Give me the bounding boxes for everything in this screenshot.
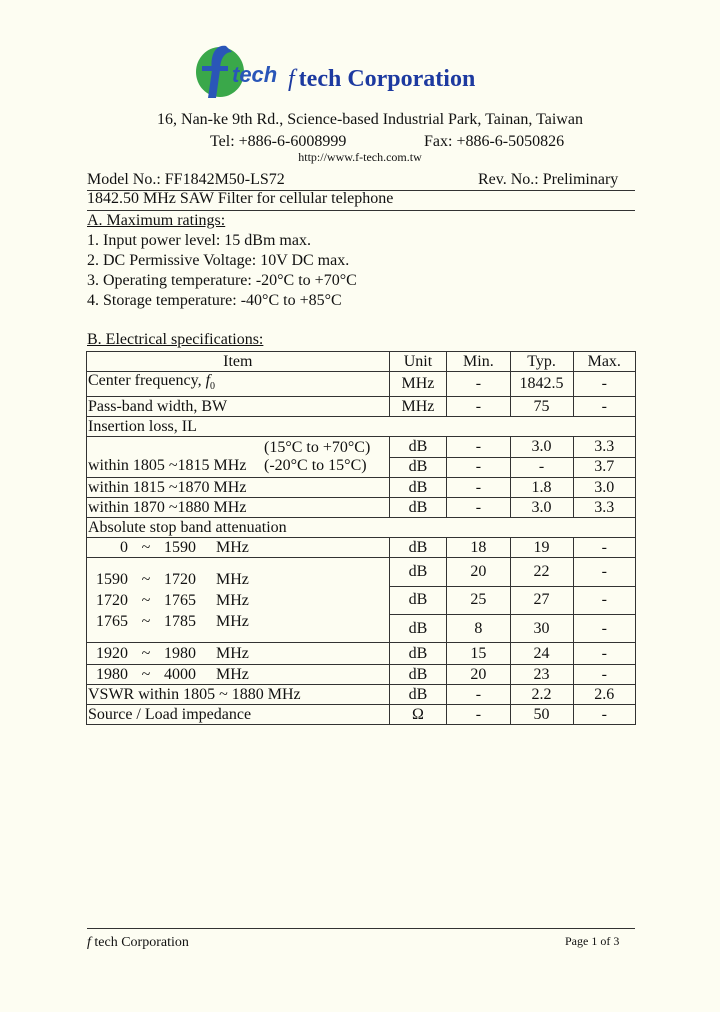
- cell-unit: dB: [389, 614, 447, 642]
- header-unit: Unit: [389, 352, 447, 372]
- center-frequency-label: Center frequency, $f_0$: [87, 372, 390, 397]
- cell-unit: dB: [389, 498, 447, 518]
- cell-max: -: [573, 397, 635, 417]
- page-number: Page 1 of 3: [565, 934, 620, 948]
- spec-table: [86, 351, 636, 725]
- table-row: [87, 643, 636, 665]
- table-row: [87, 705, 636, 725]
- insertion-loss-1805-label: [87, 437, 390, 478]
- cell-unit: MHz: [389, 397, 447, 417]
- cell-typ: 24: [510, 643, 573, 665]
- ins1-conditions: (15°C to +70°C) (-20°C to 15°C): [264, 439, 371, 475]
- cell-max: -: [573, 614, 635, 642]
- cell-min: -: [447, 457, 510, 478]
- cell-min: 20: [447, 558, 510, 586]
- table-row: [87, 665, 636, 685]
- company-f: f: [288, 66, 295, 92]
- stop-band-range: 0 ~ 1590 MHz: [87, 538, 390, 558]
- cell-max: -: [573, 705, 635, 725]
- cell-min: 15: [447, 643, 510, 665]
- cell-max: 3.7: [573, 457, 635, 478]
- cell-max: -: [573, 586, 635, 614]
- company-name: tech Corporation: [298, 66, 476, 92]
- header-item: Item: [87, 352, 390, 372]
- cell-unit: Ω: [389, 705, 447, 725]
- header-min: Min.: [447, 352, 510, 372]
- footer-company: f tech Corporation: [87, 935, 189, 950]
- cell-typ: 22: [510, 558, 573, 586]
- cell-unit: dB: [389, 685, 447, 705]
- cell-max: 3.3: [573, 437, 635, 458]
- insertion-loss-1815-label: within 1815 ~1870 MHz: [87, 478, 390, 498]
- cell-typ: 50: [510, 705, 573, 725]
- fax: Fax: +886-6-5050826: [424, 133, 565, 150]
- footer-divider: [87, 928, 635, 929]
- passband-label: Pass-band width, BW: [87, 397, 390, 417]
- rating-item: 2. DC Permissive Voltage: 10V DC max.: [87, 252, 350, 269]
- table-row: [87, 437, 636, 458]
- company-title: [288, 66, 475, 93]
- section-a-title: A. Maximum ratings:: [87, 212, 226, 229]
- stop-band-title: Absolute stop band attenuation: [87, 518, 636, 538]
- cell-typ: 2.2: [510, 685, 573, 705]
- cell-max: -: [573, 372, 635, 397]
- cell-unit: dB: [389, 457, 447, 478]
- stop-band-range: 1920 ~ 1980 MHz: [87, 643, 390, 665]
- cell-unit: MHz: [389, 372, 447, 397]
- cell-unit: dB: [389, 586, 447, 614]
- cell-typ: 23: [510, 665, 573, 685]
- cell-unit: dB: [389, 437, 447, 458]
- table-header-row: [87, 352, 636, 372]
- table-row: [87, 538, 636, 558]
- cell-typ: -: [510, 457, 573, 478]
- section-b-title: B. Electrical specifications:: [87, 331, 264, 348]
- rating-item: 3. Operating temperature: -20°C to +70°C: [87, 272, 357, 289]
- divider: [87, 210, 635, 211]
- cell-unit: dB: [389, 538, 447, 558]
- rating-item: 1. Input power level: 15 dBm max.: [87, 232, 311, 249]
- cell-typ: 3.0: [510, 437, 573, 458]
- tel: Tel: +886-6-6008999: [210, 133, 347, 150]
- table-row: [87, 518, 636, 538]
- cell-typ: 3.0: [510, 498, 573, 518]
- insertion-loss-1870-label: within 1870 ~1880 MHz: [87, 498, 390, 518]
- cell-min: -: [447, 685, 510, 705]
- cell-unit: dB: [389, 665, 447, 685]
- cell-typ: 1842.5: [510, 372, 573, 397]
- cell-min: -: [447, 705, 510, 725]
- table-row: [87, 478, 636, 498]
- cell-unit: dB: [389, 478, 447, 498]
- cell-typ: 1.8: [510, 478, 573, 498]
- cell-unit: dB: [389, 558, 447, 586]
- cell-max: -: [573, 643, 635, 665]
- cell-min: -: [447, 437, 510, 458]
- cell-typ: 27: [510, 586, 573, 614]
- logo-wordmark: tech: [232, 62, 278, 87]
- revision-number: Rev. No.: Preliminary: [478, 171, 619, 188]
- cell-max: -: [573, 538, 635, 558]
- header-typ: Typ.: [510, 352, 573, 372]
- cell-typ: 75: [510, 397, 573, 417]
- address: 16, Nan-ke 9th Rd., Science-based Industrial Park, Tainan, Taiwan: [157, 111, 583, 128]
- cell-max: 3.0: [573, 478, 635, 498]
- table-row: [87, 417, 636, 437]
- cell-min: 8: [447, 614, 510, 642]
- company-logo: [192, 40, 282, 100]
- vswr-label: VSWR within 1805 ~ 1880 MHz: [87, 685, 390, 705]
- cell-min: 20: [447, 665, 510, 685]
- cell-min: 25: [447, 586, 510, 614]
- model-number: Model No.: FF1842M50-LS72: [87, 171, 285, 188]
- ins1-range: within 1805 ~1815 MHz: [88, 457, 247, 475]
- table-row: [87, 372, 636, 397]
- cell-typ: 30: [510, 614, 573, 642]
- table-row: [87, 397, 636, 417]
- website-url[interactable]: http://www.f-tech.com.tw: [298, 150, 422, 164]
- table-row: [87, 558, 636, 586]
- stop-band-range: 1980 ~ 4000 MHz: [87, 665, 390, 685]
- cell-min: -: [447, 498, 510, 518]
- cell-max: -: [573, 558, 635, 586]
- cell-min: -: [447, 478, 510, 498]
- cell-max: 3.3: [573, 498, 635, 518]
- rating-item: 4. Storage temperature: -40°C to +85°C: [87, 292, 342, 309]
- cell-min: -: [447, 397, 510, 417]
- table-row: [87, 498, 636, 518]
- cell-min: 18: [447, 538, 510, 558]
- cell-min: -: [447, 372, 510, 397]
- cell-unit: dB: [389, 643, 447, 665]
- header-max: Max.: [573, 352, 635, 372]
- product-subtitle: 1842.50 MHz SAW Filter for cellular telephone: [87, 190, 394, 207]
- stop-band-range-group: 1590 ~ 1720 MHz 1720 ~ 1765 MHz 1765 ~ 1785 MHz: [87, 558, 390, 643]
- cell-typ: 19: [510, 538, 573, 558]
- impedance-label: Source / Load impedance: [87, 705, 390, 725]
- cell-max: -: [573, 665, 635, 685]
- insertion-loss-title: Insertion loss, IL: [87, 417, 636, 437]
- table-row: [87, 685, 636, 705]
- logo-f-bar: [202, 66, 228, 71]
- cell-max: 2.6: [573, 685, 635, 705]
